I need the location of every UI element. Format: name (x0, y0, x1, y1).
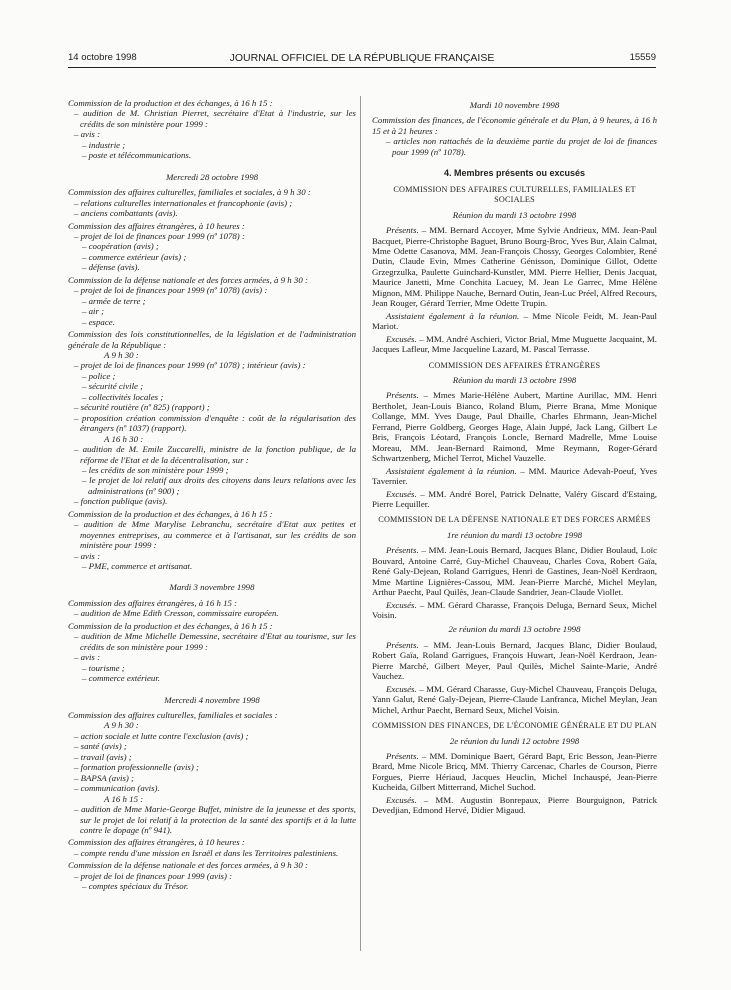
date-heading: Réunion du mardi 13 octobre 1998 (452, 209, 577, 220)
attendance-label: Présents. (386, 390, 419, 401)
attendance-names: – MM. Jean-Louis Bernard, Jacques Blanc, Didier Boulaud, Loïc Bouvard, Antoine Carré, Guy-Michel Chauveau, Charles Cova, Robert Gaïa, René Galy-Dejean, Roland Garrigues, Henri de Gastines, Jean-Noël Kerdraon, Mme Martine Lignières-Cassou, MM. Jean-Pierre Marché, Michel Meylan, Arthur Paecht, Paul Quilès, Jean-Claude Sandrier, Jean-Claude Viollet. (372, 545, 657, 598)
attendance-names: – MM. André Borel, Patrick Delnatte, Valéry Giscard d'Estaing, Pierre Lequiller. (372, 488, 657, 509)
attendance-paragraph (372, 684, 657, 715)
agenda-subitem: – les crédits de son ministère pour 1999 ; (82, 464, 229, 475)
agenda-item: – action sociale et lutte contre l'exclusion (avis) ; (74, 730, 249, 741)
date-heading: 1re réunion du mardi 13 octobre 1998 (446, 529, 583, 540)
left-column (68, 96, 356, 892)
agenda-item: – relations culturelles internationales et francophonie (avis) ; (74, 197, 293, 208)
agenda-item: – compte rendu d'une mission en Israël et dans les Territoires palestiniens. (74, 847, 339, 858)
commission-heading: Commission des affaires étrangères, à 16 h 15 : (68, 597, 238, 608)
agenda-item: – projet de loi de finances pour 1999 (nº 1078) : (74, 230, 245, 241)
commission-title: COMMISSION DE LA DÉFENSE NATIONALE ET DES FORCES ARMÉES (378, 515, 651, 525)
commission-title: COMMISSION DES FINANCES, DE L'ÉCONOMIE GÉNÉRALE ET DU PLAN (372, 721, 657, 731)
commission-heading: Commission des affaires culturelles, familiales et sociales, à 9 h 30 : (68, 187, 311, 198)
session-time: A 9 h 30 : (104, 720, 139, 731)
attendance-names: – Mmes Marie-Hélène Aubert, Martine Aurillac, MM. Henri Bertholet, Jean-Louis Bianco, Roland Blum, Pierre Brana, Mme Monique Collange, MM. Yves Dauge, Paul Dhaille, Charles Ehrmann, Jean-Michel Ferrand, Pierre Goldberg, Georges Hage, Alain Juppé, Jack Lang, Gilbert Le Bris, François Léotard, François Loncle, Bernard Madrelle, Mme Louise Moreau, MM. Jean-Bernard Raimond, Mme Reymann, Roger-Gérard Schwartzenberg, Michel Terrot, Michel Vauzelle. (372, 390, 657, 464)
agenda-subitem: – coopération (avis) ; (82, 241, 159, 252)
agenda-item: – communication (avis). (74, 783, 160, 794)
agenda-item: – anciens combattants (avis). (74, 208, 178, 219)
commission-heading: Commission des affaires culturelles, familiales et sociales : (68, 710, 278, 721)
date-heading: Mercredi 28 octobre 1998 (165, 171, 259, 182)
attendance-label: Excusés. (386, 794, 417, 805)
attendance-paragraph (372, 795, 657, 816)
agenda-item: – sécurité routière (nº 825) (rapport) ; (74, 402, 210, 413)
section-title: 4. Membres présents ou excusés (443, 168, 586, 179)
agenda-item: – santé (avis) ; (74, 741, 127, 752)
agenda-subitem: – comptes spéciaux du Trésor. (82, 881, 189, 892)
attendance-label: Assistaient également à la réunion. (386, 465, 517, 476)
attendance-paragraph (372, 751, 657, 793)
agenda-item: – projet de loi de finances pour 1999 (avis) : (74, 870, 233, 881)
agenda-subitem: – armée de terre ; (82, 295, 146, 306)
agenda-subitem: – le projet de loi relatif aux droits des citoyens dans leurs relations avec les administrations (nº 900) ; (82, 475, 356, 496)
commission-heading: Commission des lois constitutionnelles, de la législation et de l'administration générale de la République : (68, 329, 356, 350)
attendance-paragraph (372, 600, 657, 621)
agenda-item: – avis : (74, 129, 101, 140)
attendance-label: Présents. (386, 639, 419, 650)
agenda-item: – travail (avis) ; (74, 751, 132, 762)
attendance-names: – MM. Gérard Charasse, Guy-Michel Chauveau, François Deluga, Yann Galut, René Galy-Dejean, Pierre-Claude Lanfranca, Michel Meylan, Jean Michel, Arthur Paecht, Bernard Seux, Michel Voisin. (372, 683, 657, 715)
commission-heading: Commission des affaires étrangères, à 10 heures : (68, 837, 245, 848)
header-title: JOURNAL OFFICIEL DE LA RÉPUBLIQUE FRANÇAISE (229, 52, 495, 64)
attendance-paragraph (372, 225, 657, 309)
attendance-names: – MM. André Aschieri, Victor Brial, Mme Muguette Jacquaint, M. Jacques Lafleur, Mme Jacqueline Lazard, M. Pascal Terrasse. (372, 333, 657, 355)
attendance-label: Excusés. (386, 333, 417, 344)
agenda-item: – projet de loi de finances pour 1999 (nº 1078) (avis) : (74, 285, 268, 296)
session-time: A 9 h 30 : (104, 349, 139, 360)
right-column (372, 96, 657, 818)
attendance-names: – MM. Maurice Adevah-Poeuf, Yves Tavernier. (372, 465, 657, 487)
date-heading: Mercredi 4 novembre 1998 (164, 694, 260, 705)
attendance-paragraph (372, 466, 657, 487)
agenda-item: – audition de Mme Michelle Demessine, secrétaire d'Etat au tourisme, sur les crédits de son ministère pour 1999 : (74, 631, 356, 652)
session-time: A 16 h 15 : (104, 793, 144, 804)
agenda-item: – audition de Mme Marie-George Buffet, ministre de la jeunesse et des sports, sur le projet de loi relatif à la protection de la santé des sportifs et à la lutte contre le dopage (nº 941). (74, 804, 356, 835)
commission-heading: Commission de la défense nationale et des forces armées, à 9 h 30 : (68, 274, 308, 285)
attendance-names: – MM. Augustin Bonrepaux, Pierre Bourguignon, Patrick Devedjian, Edmond Hervé, Didier Migaud. (372, 794, 657, 816)
agenda-item: – formation professionnelle (avis) ; (74, 762, 199, 773)
column-divider (360, 96, 361, 951)
date-heading: Réunion du mardi 13 octobre 1998 (452, 374, 577, 385)
attendance-names: – MM. Gérard Charasse, François Deluga, Bernard Seux, Michel Voisin. (372, 599, 657, 621)
attendance-names: – MM. Dominique Baert, Gérard Bapt, Eric Besson, Jean-Pierre Brard, Mme Nicole Bricq, MM. Thierry Carcenac, Charles de Courson, Pierre Forgues, Pierre Hériaud, Jacques Heuclin, Michel Inchauspé, Jean-Pierre Kucheida, Gilbert Mitterrand, Michel Suchod. (372, 751, 657, 793)
session-time: A 16 h 30 : (104, 433, 144, 444)
agenda-subitem: – industrie ; (82, 139, 126, 150)
attendance-paragraph (372, 334, 657, 355)
date-heading: Mardi 10 novembre 1998 (469, 100, 560, 110)
agenda-item: – BAPSA (avis) ; (74, 772, 135, 783)
attendance-paragraph (372, 489, 657, 510)
commission-heading: Commission de la production et des échanges, à 16 h 15 : (68, 98, 273, 108)
commission-heading: Commission de la défense nationale et des forces armées, à 9 h 30 : (68, 860, 308, 871)
attendance-label: Excusés. (386, 599, 417, 610)
commission-title: COMMISSION DES AFFAIRES ÉTRANGÈRES (428, 360, 601, 370)
agenda-item: – avis : (74, 652, 101, 663)
commission-heading: Commission de la production et des échanges, à 16 h 15 : (68, 620, 273, 631)
agenda-subitem: – collectivités locales ; (82, 391, 164, 402)
date-heading: Mardi 3 novembre 1998 (169, 582, 255, 593)
agenda-subitem: – PME, commerce et artisanat. (82, 561, 193, 572)
commission-heading: Commission des affaires étrangères, à 10 heures : (68, 220, 245, 231)
spacer (68, 684, 356, 691)
attendance-paragraph (372, 545, 657, 597)
agenda-subitem: – espace. (82, 316, 115, 327)
agenda-item: – audition de M. Christian Pierret, secrétaire d'Etat à l'industrie, sur les crédits de son ministère pour 1999 : (74, 108, 356, 129)
attendance-label: Présents. (386, 751, 419, 762)
commission-heading: Commission de la production et des échanges, à 16 h 15 : (68, 508, 273, 519)
header-rule (68, 67, 656, 68)
agenda-subitem: – défense (avis). (82, 262, 140, 273)
agenda-subitem: – commerce extérieur (avis) ; (82, 251, 187, 262)
agenda-subitem: – air ; (82, 306, 105, 317)
attendance-label: Présents. (386, 545, 419, 556)
spacer (68, 571, 356, 578)
attendance-paragraph (372, 390, 657, 463)
agenda-item: – projet de loi de finances pour 1999 (nº 1078) ; intérieur (avis) : (74, 360, 306, 371)
agenda-subitem: – poste et télécommunications. (82, 150, 192, 161)
attendance-label: Excusés. (386, 683, 417, 694)
attendance-paragraph (372, 640, 657, 682)
agenda-subitem: – articles non rattachés de la deuxième partie du projet de loi de finances pour 1999 (nº 1078). (386, 136, 657, 157)
agenda-subitem: – tourisme ; (82, 662, 125, 673)
attendance-names: – Mme Nicole Feidt, M. Jean-Paul Mariot. (372, 310, 657, 332)
header-date: 14 octobre 1998 (68, 52, 137, 63)
agenda-subitem: – police ; (82, 370, 116, 381)
attendance-paragraph (372, 311, 657, 332)
agenda-item: – audition de M. Emile Zuccarelli, ministre de la fonction publique, de la réforme de l'Etat et de la décentralisation, sur : (74, 444, 356, 465)
header-page-number: 15559 (629, 52, 656, 63)
attendance-label: Excusés. (386, 488, 417, 499)
agenda-item: – audition de Mme Marylise Lebranchu, secrétaire d'Etat aux petites et moyennes entreprises, au commerce et à l'artisanat, sur les crédits de son ministère pour 1999 : (74, 519, 356, 551)
attendance-label: Assistaient également à la réunion. (386, 310, 520, 321)
agenda-subitem: – commerce extérieur. (82, 673, 161, 684)
agenda-item: – audition de Mme Edith Cresson, commissaire européen. (74, 608, 279, 619)
agenda-item: – fonction publique (avis). (74, 496, 168, 507)
attendance-names: – MM. Jean-Louis Bernard, Jacques Blanc, Didier Boulaud, Robert Gaïa, Roland Garrigues, François Huwart, Jean-Noël Kerdraon, Jean-Pierre Marché, Gilbert Meyer, Paul Quilès, Michel Sainte-Marie, André Vauchez. (372, 639, 657, 682)
date-heading: 2e réunion du mardi 13 octobre 1998 (448, 624, 581, 635)
attendance-label: Présents. (386, 225, 419, 236)
commission-heading: Commission des finances, de l'économie générale et du Plan, à 9 heures, à 16 h 15 et à 21 heures : (372, 115, 657, 136)
agenda-subitem: – sécurité civile ; (82, 381, 144, 392)
page-header (68, 52, 656, 66)
date-heading: 2e réunion du lundi 12 octobre 1998 (449, 735, 580, 746)
attendance-names: – MM. Bernard Accoyer, Mme Sylvie Andrieux, MM. Jean-Paul Bacquet, Pierre-Christophe Baguet, Bruno Bourg-Broc, Yves Bur, Alain Calmat, Mme Odette Casanova, MM. Jean-François Chossy, Georges Colombier, René Dutin, Claude Evin, Mmes Catherine Génisson, Dominique Gillot, Odette Grzegrzulka, Paulette Guinchard-Kunstler, MM. Pierre Hellier, Denis Jacquat, Maurice Janetti, Mme Conchita Lacuey, M. Jean Le Garrec, Mme Hélène Mignon, MM. Philippe Nauche, Bernard Outin, Jean-Luc Préel, Alfred Recours, Jean Rouger, Gérard Terrier, Mme Odette Trupin. (372, 225, 657, 309)
commission-title: COMMISSION DES AFFAIRES CULTURELLES, FAMILIALES ET SOCIALES (393, 184, 636, 205)
agenda-item: – avis : (74, 550, 101, 561)
spacer (372, 157, 657, 164)
spacer (68, 161, 356, 168)
agenda-item: – proposition création commission d'enquête : coût de la régularisation des étrangers (nº 1037) (rapport). (74, 412, 356, 434)
